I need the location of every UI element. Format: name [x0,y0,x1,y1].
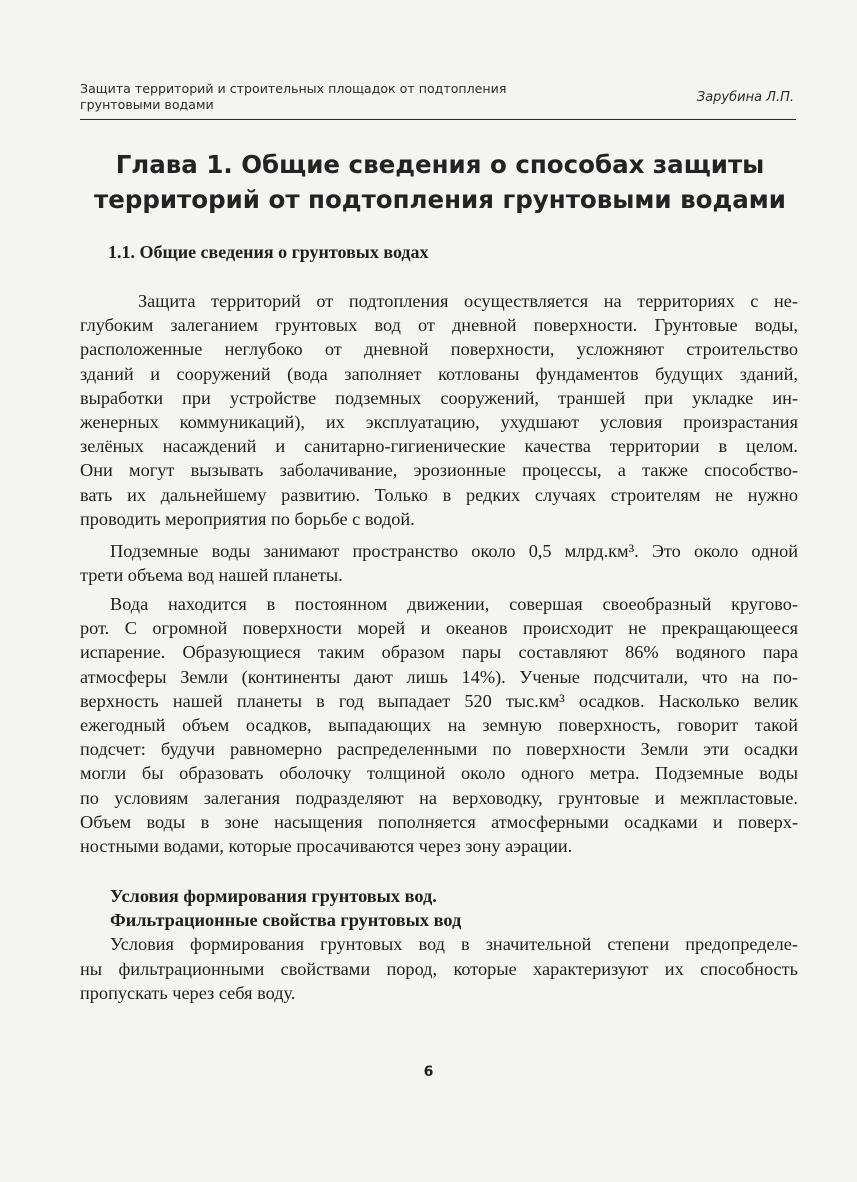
header-divider [80,119,796,120]
text-line: верхность нашей планеты в год выпадает 520 тыс.км³ осадков. Насколько велик [80,690,798,711]
running-header-title-line: Защита территорий и строительных площадок от подтопления [80,81,507,96]
text-line: атмосферы Земли (континенты дают лишь 14%). Ученые подсчитали, что на по- [80,666,798,687]
text-line: ны фильтрационными свойствами пород, которые характеризуют их способность [80,958,798,979]
text-line: женерных коммуникаций), их эксплуатацию, ухудшают условия произрастания [80,411,798,432]
text-line: Защита территорий от подтопления осуществляется на территориях с не- [138,291,798,311]
text-line: расположенные неглубоко от дневной поверхности, усложняют строительство [80,339,798,360]
paragraph-1 [80,289,798,531]
text-line: подсчет: будучи равномерно распределенными по поверхности Земли эти осадки [80,739,798,760]
chapter-title [70,147,810,217]
subsection [80,884,798,1005]
running-header [80,81,796,119]
text-line: испарение. Образующиеся таким образом пары составляют 86% водяного пара [80,642,798,663]
text-line: выработки при устройстве подземных сооружений, траншей при укладке ин- [80,387,798,408]
section-title: 1.1. Общие сведения о грунтовых водах [108,242,429,262]
chapter-title-line: Глава 1. Общие сведения о способах защиты [115,150,765,179]
page-number: 6 [423,1064,434,1080]
text-line: зелёных насаждений и санитарно-гигиенические качества территории в целом. [80,436,798,457]
text-line: по условиям залегания подразделяют на верховодку, грунтовые и межпластовые. [80,787,798,808]
subsection-title-line: Условия формирования грунтовых вод. [110,886,437,906]
text-line: Вода находится в постоянном движении, совершая своеобразный кругово- [110,594,798,614]
subsection-title-line: Фильтрационные свойства грунтовых вод [110,910,462,931]
text-line: рот. С огромной поверхности морей и океанов происходит не прекращающееся [80,618,798,639]
text-line: Подземные воды занимают пространство около 0,5 млрд.км³. Это около одной [110,541,798,561]
text-line: глубоким залеганием грунтовых вод от дневной поверхности. Грунтовые воды, [80,315,798,336]
paragraph-3 [80,592,798,858]
paragraph-2 [80,539,798,587]
running-header-author: Зарубина Л.П. [696,90,794,105]
text-line: ностными водами, которые просачиваются через зону аэрации. [80,835,573,856]
text-line: зданий и сооружений (вода заполняет котлованы фундаментов будущих зданий, [80,363,798,384]
text-line: могли бы образовать оболочку толщиной около одного метра. Подземные воды [80,763,798,784]
text-line: проводить мероприятия по борьбе с водой. [80,508,415,529]
chapter-title-line: территорий от подтопления грунтовыми водами [94,185,786,214]
running-header-title-line: грунтовыми водами [80,96,214,112]
text-line: Они могут вызывать заболачивание, эрозионные процессы, а также способство- [80,460,798,481]
text-line: трети объема вод нашей планеты. [80,565,343,586]
text-line: Условия формирования грунтовых вод в значительной степени предопределе- [110,934,798,955]
text-line: ежегодный объем осадков, выпадающих на земную поверхность, говорит такой [80,714,798,735]
running-header-title [80,81,560,112]
text-line: вать их дальнейшему развитию. Только в редких случаях строителям не нужно [80,484,798,505]
text-line: Объем воды в зоне насыщения пополняется атмосферными осадками и поверх- [80,811,798,832]
text-line: пропускать через себя воду. [80,982,296,1003]
